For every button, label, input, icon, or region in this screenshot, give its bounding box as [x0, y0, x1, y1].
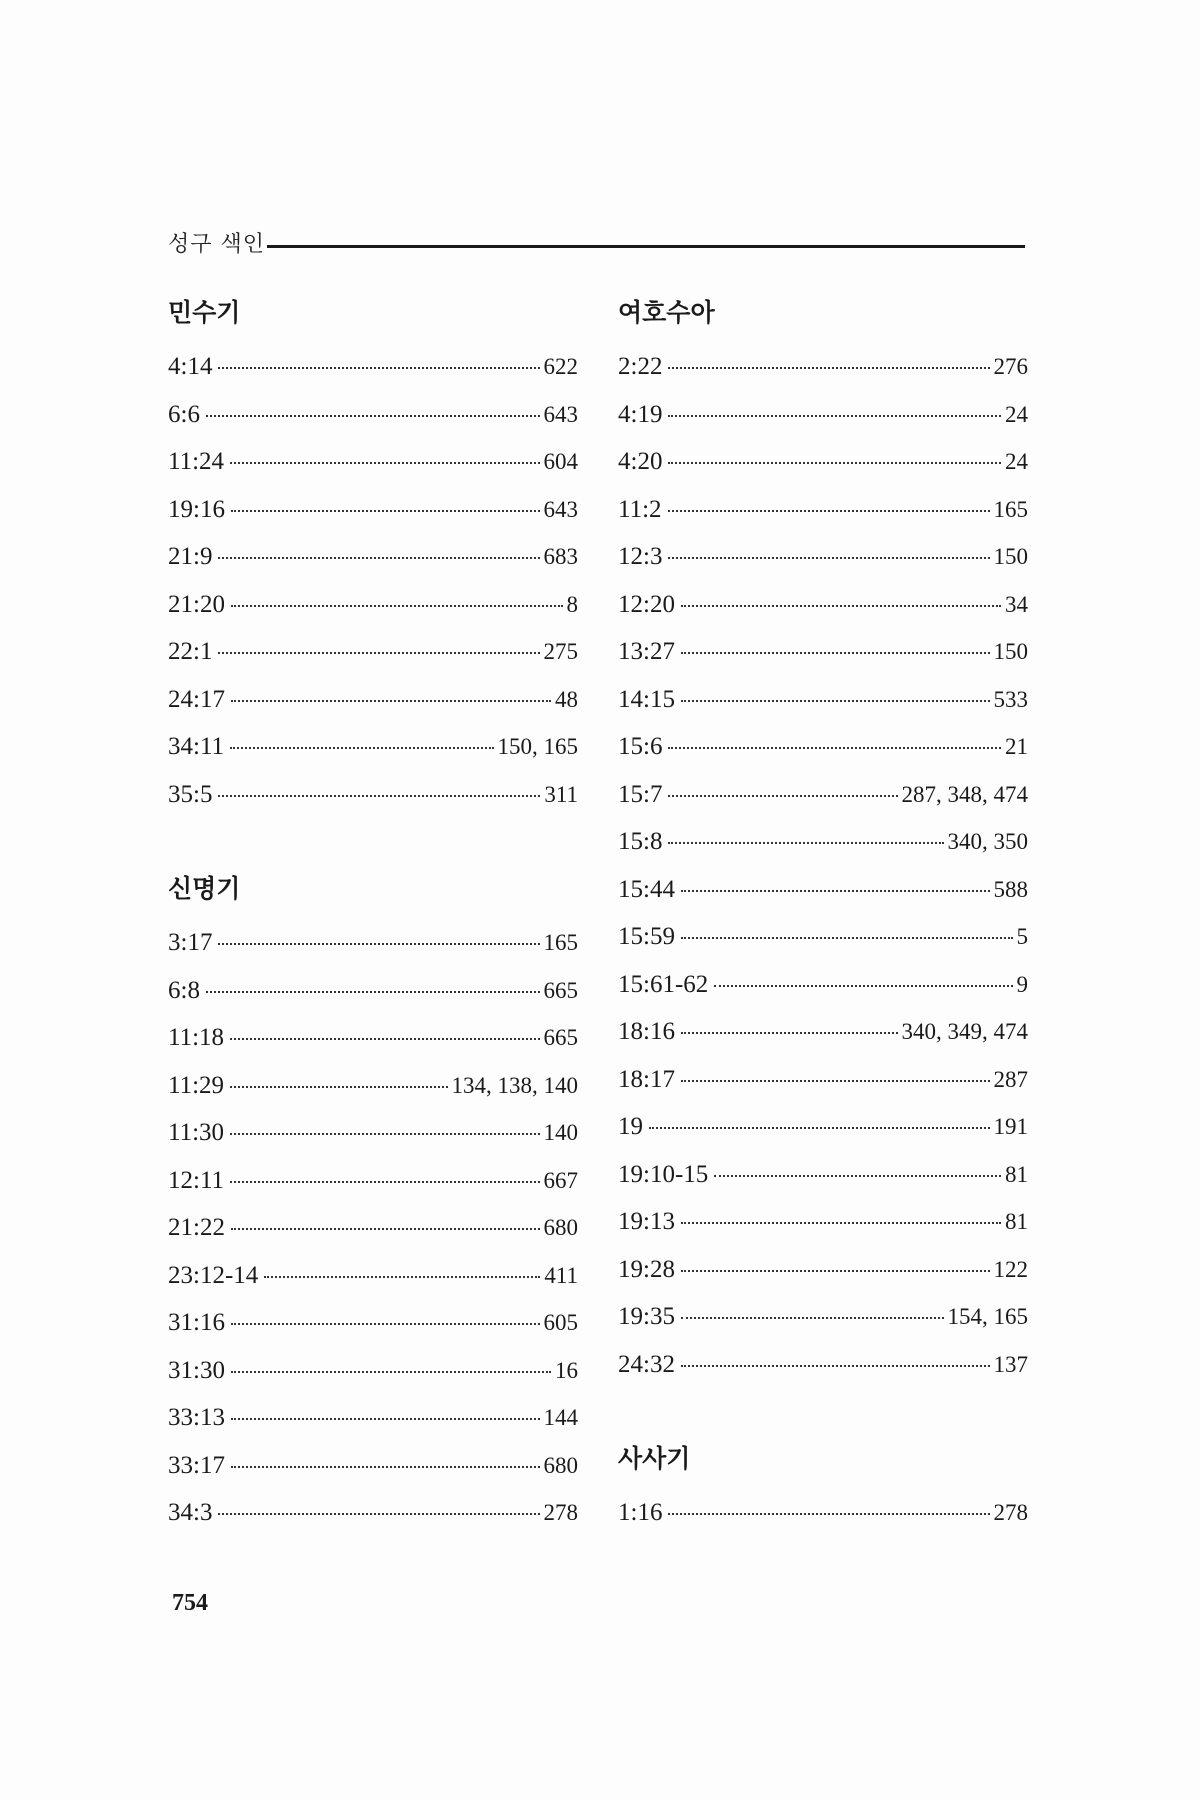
verse-reference: 11:2 [618, 495, 662, 523]
index-entry [618, 1489, 1028, 1537]
dot-leader [668, 462, 1001, 464]
dot-leader [668, 415, 1001, 417]
verse-reference: 2:22 [618, 353, 663, 380]
page-references: 16 [555, 1357, 578, 1383]
page-references: 21 [1005, 734, 1028, 759]
verse-reference: 6:6 [168, 400, 200, 428]
index-entry [168, 1157, 578, 1205]
dot-leader [681, 605, 1001, 607]
index-entry [168, 723, 578, 771]
dot-leader [681, 890, 990, 892]
index-entry [168, 628, 578, 676]
verse-reference: 15:8 [618, 828, 663, 855]
verse-reference: 19:35 [618, 1303, 675, 1330]
index-entry [168, 676, 578, 724]
dot-leader [231, 1418, 540, 1420]
index-entry [618, 1246, 1028, 1294]
page-references: 5 [1016, 924, 1028, 949]
dot-leader [230, 1086, 447, 1088]
verse-reference: 6:8 [168, 976, 200, 1004]
page-references: 680 [543, 1215, 578, 1240]
index-entry [168, 967, 578, 1015]
verse-reference: 34:3 [168, 1499, 213, 1526]
dot-leader [681, 1270, 990, 1272]
index-entry [168, 771, 578, 819]
index-entry [618, 1151, 1028, 1199]
verse-reference: 21:20 [168, 590, 225, 618]
page-references: 665 [543, 1025, 578, 1050]
index-entry [168, 533, 578, 581]
page-references: 643 [543, 401, 578, 427]
verse-reference: 12:11 [168, 1166, 225, 1194]
index-entry [168, 919, 578, 967]
page-references: 81 [1005, 1161, 1028, 1187]
verse-reference: 15:6 [618, 733, 663, 760]
dot-leader [230, 747, 493, 749]
dot-leader [231, 1466, 540, 1468]
index-entry [168, 1442, 578, 1490]
verse-reference: 24:17 [168, 685, 225, 713]
index-entry [618, 1293, 1028, 1341]
dot-leader [264, 1276, 540, 1278]
header-rule [267, 245, 1025, 248]
page-references: 278 [993, 1500, 1028, 1525]
verse-reference: 15:44 [618, 875, 675, 903]
index-entry [168, 1014, 578, 1062]
page-references: 680 [543, 1452, 578, 1478]
index-entry [618, 818, 1028, 866]
index-entry [618, 438, 1028, 486]
dot-leader [681, 652, 990, 654]
verse-reference: 11:29 [168, 1071, 225, 1099]
index-entry [618, 533, 1028, 581]
verse-reference: 12:3 [618, 543, 663, 570]
page-references: 605 [543, 1310, 578, 1335]
index-entry [618, 1341, 1028, 1389]
dot-leader [231, 700, 551, 702]
dot-leader [668, 557, 989, 559]
dot-leader [218, 557, 539, 559]
verse-reference: 35:5 [168, 780, 213, 808]
page-references: 122 [993, 1256, 1028, 1282]
verse-reference: 21:22 [168, 1214, 225, 1241]
index-entry [618, 1008, 1028, 1056]
index-section [618, 1442, 1028, 1537]
verse-reference: 22:1 [168, 638, 213, 665]
index-section [168, 872, 578, 1537]
page-references: 275 [543, 639, 578, 664]
verse-reference: 11:30 [168, 1119, 225, 1146]
page-references: 683 [543, 544, 578, 569]
dot-leader [681, 700, 990, 702]
index-entry [618, 391, 1028, 439]
verse-reference: 12:20 [618, 590, 675, 618]
dot-leader [231, 1228, 540, 1230]
page-references: 48 [555, 686, 578, 712]
page-references: 154, 165 [947, 1304, 1028, 1329]
index-entry [168, 1299, 578, 1347]
page-references: 667 [543, 1167, 578, 1193]
page-references: 588 [993, 876, 1028, 902]
index-entry [168, 581, 578, 629]
verse-reference: 18:17 [618, 1065, 675, 1093]
dot-leader [668, 1513, 989, 1515]
verse-reference: 31:30 [168, 1356, 225, 1384]
index-entry [618, 1056, 1028, 1104]
dot-leader [668, 510, 990, 512]
verse-reference: 15:61-62 [618, 970, 709, 998]
dot-leader [231, 605, 563, 607]
verse-reference: 34:11 [168, 733, 225, 760]
index-entry [618, 628, 1028, 676]
index-entry [618, 1198, 1028, 1246]
dot-leader [681, 1222, 1001, 1224]
header-title: 성구 색인 [168, 232, 266, 257]
page-references: 622 [543, 354, 578, 379]
page-references: 533 [993, 686, 1028, 712]
page-references: 311 [544, 781, 578, 807]
page-references: 340, 349, 474 [901, 1019, 1028, 1044]
dot-leader [681, 1032, 898, 1034]
dot-leader [714, 1175, 1001, 1177]
verse-reference: 15:59 [618, 923, 675, 950]
dot-leader [668, 367, 989, 369]
index-entry [168, 486, 578, 534]
verse-reference: 1:16 [618, 1499, 663, 1526]
verse-reference: 4:20 [618, 448, 663, 475]
page-references: 340, 350 [947, 829, 1028, 854]
index-entry [168, 1062, 578, 1110]
left-column [168, 296, 578, 1537]
index-entry [618, 581, 1028, 629]
verse-reference: 11:24 [168, 448, 225, 475]
dot-leader [218, 1513, 539, 1515]
dot-leader [231, 510, 540, 512]
index-entry [618, 866, 1028, 914]
verse-reference: 33:17 [168, 1451, 225, 1479]
index-entry [168, 1109, 578, 1157]
dot-leader [230, 1038, 539, 1040]
page-references: 665 [543, 977, 578, 1003]
page-references: 287 [993, 1066, 1028, 1092]
index-section [618, 296, 1028, 1388]
verse-reference: 11:18 [168, 1024, 225, 1051]
index-entry [618, 343, 1028, 391]
dot-leader [206, 991, 540, 993]
page-references: 34 [1005, 591, 1028, 617]
dot-leader [668, 747, 1001, 749]
index-entry [618, 961, 1028, 1009]
dot-leader [230, 462, 539, 464]
dot-leader [668, 795, 897, 797]
index-entry [618, 771, 1028, 819]
index-entry [168, 1394, 578, 1442]
index-entry [618, 1103, 1028, 1151]
verse-reference: 19:16 [168, 495, 225, 523]
dot-leader [218, 367, 539, 369]
page-references: 604 [543, 449, 578, 474]
page-references: 137 [993, 1351, 1028, 1377]
page-references: 165 [993, 496, 1028, 522]
verse-reference: 15:7 [618, 780, 663, 808]
verse-reference: 33:13 [168, 1404, 225, 1431]
page-references: 165 [543, 930, 578, 955]
index-entry [618, 676, 1028, 724]
index-entry [168, 1489, 578, 1537]
page-references: 144 [543, 1405, 578, 1430]
verse-reference: 19:13 [618, 1208, 675, 1235]
verse-reference: 19 [618, 1113, 643, 1140]
verse-reference: 14:15 [618, 685, 675, 713]
index-entry [168, 391, 578, 439]
page-references: 150 [993, 544, 1028, 569]
index-entry [168, 1252, 578, 1300]
section-title: 신명기 [168, 874, 241, 903]
dot-leader [668, 842, 943, 844]
verse-reference: 19:28 [618, 1255, 675, 1283]
section-title: 여호수아 [618, 298, 715, 327]
index-entry [618, 486, 1028, 534]
verse-reference: 23:12-14 [168, 1261, 259, 1289]
index-entry [168, 1347, 578, 1395]
page-references: 287, 348, 474 [901, 781, 1028, 807]
verse-reference: 13:27 [618, 638, 675, 665]
page-references: 411 [544, 1262, 578, 1288]
dot-leader [230, 1181, 539, 1183]
dot-leader [714, 985, 1012, 987]
dot-leader [231, 1323, 540, 1325]
page-references: 191 [993, 1114, 1028, 1139]
index-entry [618, 723, 1028, 771]
dot-leader [230, 1133, 539, 1135]
verse-reference: 4:19 [618, 400, 663, 428]
page-references: 276 [993, 354, 1028, 379]
page-references: 24 [1005, 401, 1028, 427]
page-number: 754 [172, 1590, 208, 1616]
verse-reference: 19:10-15 [618, 1160, 709, 1188]
verse-reference: 24:32 [618, 1350, 675, 1378]
section-title: 민수기 [168, 298, 241, 327]
dot-leader [231, 1371, 551, 1373]
index-entry [168, 1204, 578, 1252]
dot-leader [681, 1317, 944, 1319]
dot-leader [681, 937, 1013, 939]
dot-leader [218, 795, 540, 797]
section-title: 사사기 [618, 1444, 691, 1473]
page-references: 8 [566, 591, 578, 617]
verse-reference: 21:9 [168, 543, 213, 570]
verse-reference: 18:16 [618, 1018, 675, 1045]
page-references: 140 [543, 1120, 578, 1145]
verse-reference: 4:14 [168, 353, 213, 380]
page-references: 150, 165 [497, 734, 578, 759]
running-header [168, 222, 1025, 256]
dot-leader [218, 652, 539, 654]
index-entry [168, 343, 578, 391]
page-references: 81 [1005, 1209, 1028, 1234]
dot-leader [681, 1080, 990, 1082]
index-entry [168, 438, 578, 486]
dot-leader [649, 1127, 990, 1129]
right-column [618, 296, 1028, 1537]
index-entry [618, 913, 1028, 961]
dot-leader [681, 1365, 990, 1367]
index-section [168, 296, 578, 818]
page-references: 643 [543, 496, 578, 522]
dot-leader [206, 415, 540, 417]
verse-reference: 3:17 [168, 929, 213, 956]
page-references: 150 [993, 639, 1028, 664]
page-references: 278 [543, 1500, 578, 1525]
page-references: 134, 138, 140 [451, 1072, 578, 1098]
dot-leader [218, 943, 539, 945]
page-references: 24 [1005, 449, 1028, 474]
verse-reference: 31:16 [168, 1309, 225, 1336]
page-references: 9 [1016, 971, 1028, 997]
